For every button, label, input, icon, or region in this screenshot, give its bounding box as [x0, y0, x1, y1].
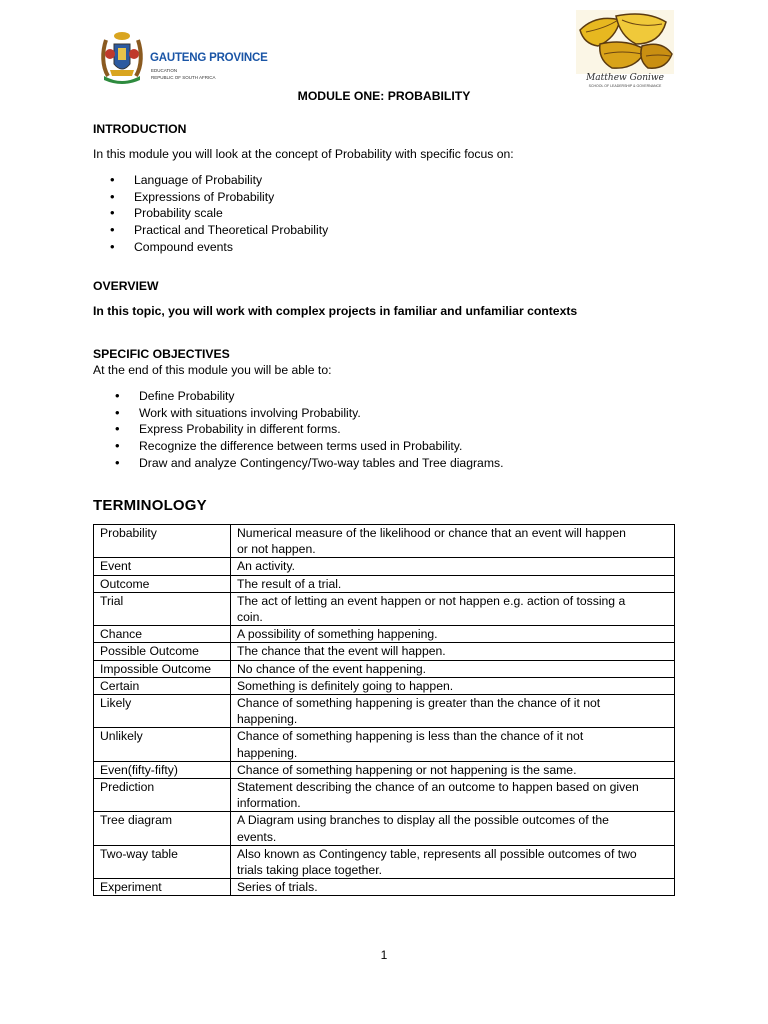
term-cell: Trial: [94, 592, 231, 625]
term-cell: Unlikely: [94, 728, 231, 761]
definition-cell: [231, 643, 675, 660]
introduction-text: In this module you will look at the concept of Probability with specific focus on:: [93, 147, 514, 161]
definition-line: Chance of something happening is less than the chance of it not: [237, 729, 584, 744]
list-item: • Language of Probability: [134, 172, 328, 189]
list-item: • Draw and analyze Contingency/Two-way tables and Tree diagrams.: [139, 455, 503, 472]
logo-line-1: EDUCATION: [151, 68, 178, 73]
definition-cell: [231, 592, 675, 625]
term-cell: Two-way table: [94, 845, 231, 878]
term-cell: Chance: [94, 626, 231, 643]
introduction-heading: INTRODUCTION: [93, 122, 187, 136]
logo-line-2: REPUBLIC OF SOUTH AFRICA: [151, 75, 216, 80]
definition-line: Statement describing the chance of an outcome to happen based on given: [237, 780, 639, 795]
table-row: [94, 812, 675, 845]
gauteng-province-logo: [96, 30, 268, 88]
definition-line: Numerical measure of the likelihood or chance that an event will happen: [237, 526, 626, 540]
definition-cell: [231, 728, 675, 761]
definition-cell: [231, 845, 675, 878]
definition-line: Chance of something happening or not happening is the same.: [237, 762, 577, 777]
list-item: • Work with situations involving Probability.: [139, 405, 503, 422]
table-row: [94, 643, 675, 660]
list-item: • Recognize the difference between terms used in Probability.: [139, 438, 503, 455]
definition-line: A Diagram using branches to display all the possible outcomes of the: [237, 813, 609, 828]
matthew-goniwe-logo: [576, 10, 674, 88]
terminology-heading: TERMINOLOGY: [93, 497, 207, 514]
definition-line: Chance of something happening is greater than the chance of it not: [237, 696, 601, 711]
definition-line: happening.: [237, 745, 298, 760]
term-cell: Outcome: [94, 575, 231, 592]
definition-cell: [231, 525, 675, 558]
table-row: [94, 677, 675, 694]
table-row: [94, 626, 675, 643]
table-row: [94, 525, 675, 558]
term-cell: Certain: [94, 677, 231, 694]
logo-name: GAUTENG PROVINCE: [150, 52, 268, 64]
definition-line: A possibility of something happening.: [237, 627, 438, 642]
list-item: • Express Probability in different forms.: [139, 421, 503, 438]
definition-line: trials taking place together.: [237, 863, 382, 878]
term-cell: Impossible Outcome: [94, 660, 231, 677]
table-row: [94, 575, 675, 592]
definition-line: Something is definitely going to happen.: [237, 678, 454, 693]
objectives-text: At the end of this module you will be able to:: [93, 363, 332, 377]
definition-cell: [231, 558, 675, 575]
definition-line: The act of letting an event happen or not happen e.g. action of tossing a: [237, 593, 626, 608]
definition-line: No chance of the event happening.: [237, 661, 427, 676]
page-number: 1: [380, 948, 388, 962]
definition-line: information.: [237, 796, 301, 811]
definition-line: events.: [237, 829, 277, 844]
overview-text: In this topic, you will work with complex projects in familiar and unfamiliar contexts: [93, 304, 578, 318]
objectives-list: [139, 388, 503, 472]
definition-line: or not happen.: [237, 542, 316, 557]
definition-cell: [231, 761, 675, 778]
term-cell: Tree diagram: [94, 812, 231, 845]
definition-cell: [231, 660, 675, 677]
table-row: [94, 779, 675, 812]
table-row: [94, 845, 675, 878]
list-item: • Define Probability: [139, 388, 503, 405]
table-row: [94, 761, 675, 778]
definition-cell: [231, 575, 675, 592]
focus-list: [134, 172, 328, 256]
definition-cell: [231, 779, 675, 812]
page-title: MODULE ONE: PROBABILITY: [297, 89, 471, 103]
definition-line: The chance that the event will happen.: [237, 644, 446, 659]
definition-line: happening.: [237, 712, 298, 727]
definition-cell: [231, 812, 675, 845]
definition-cell: [231, 695, 675, 728]
term-cell: Likely: [94, 695, 231, 728]
term-cell: Even(fifty-fifty): [94, 761, 231, 778]
term-cell: Probability: [94, 525, 231, 558]
table-row: [94, 558, 675, 575]
logo-school-name: Matthew Goniwe: [586, 73, 664, 83]
list-item: • Practical and Theoretical Probability: [134, 222, 328, 239]
table-row: [94, 592, 675, 625]
definition-line: An activity.: [237, 559, 296, 574]
term-cell: Possible Outcome: [94, 643, 231, 660]
leaf-artwork-icon: [576, 10, 674, 74]
list-item: • Probability scale: [134, 205, 328, 222]
definition-line: coin.: [237, 610, 263, 625]
term-cell: Event: [94, 558, 231, 575]
objectives-heading: SPECIFIC OBJECTIVES: [93, 347, 230, 361]
coat-of-arms-icon: [96, 30, 148, 88]
table-row: [94, 660, 675, 677]
definition-cell: [231, 879, 675, 896]
definition-line: The result of a trial.: [237, 576, 342, 591]
terminology-table: [93, 524, 675, 896]
list-item: • Expressions of Probability: [134, 189, 328, 206]
table-row: [94, 728, 675, 761]
term-cell: Prediction: [94, 779, 231, 812]
list-item: • Compound events: [134, 239, 328, 256]
table-row: [94, 879, 675, 896]
overview-heading: OVERVIEW: [93, 279, 159, 293]
definition-cell: [231, 677, 675, 694]
definition-cell: [231, 626, 675, 643]
definition-line: Series of trials.: [237, 880, 318, 895]
table-row: [94, 695, 675, 728]
term-cell: Experiment: [94, 879, 231, 896]
logo-school-subtitle: SCHOOL OF LEADERSHIP & GOVERNANCE: [588, 84, 662, 88]
definition-line: Also known as Contingency table, represents all possible outcomes of two: [237, 846, 637, 861]
